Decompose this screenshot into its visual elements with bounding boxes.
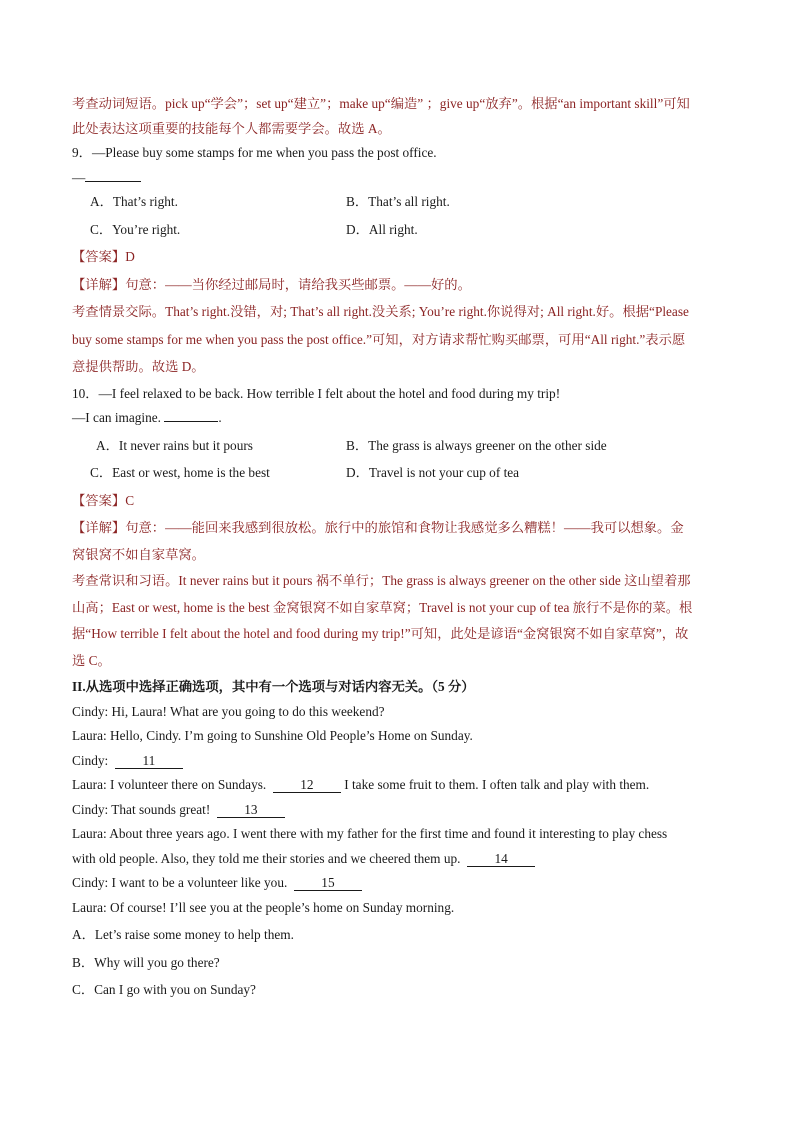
q10-option-c: C．East or west, home is the best [90, 465, 270, 480]
section2-heading: II.从选项中选择正确选项，其中有一个选项与对话内容无关。（5 分） [72, 679, 475, 694]
dialogue-line [72, 700, 724, 725]
q9-option-d: D．All right. [346, 221, 418, 237]
q10-detail-label: 【详解】 [72, 520, 126, 535]
q9-analysis-line1: 考查情景交际。That’s right.没错，对; That’s all right.没关系; You’re right.你说得对; All right.好。根据“Please [72, 304, 689, 319]
q10-option-a: A．It never rains but it pours [96, 437, 253, 453]
q9-option-a: A．That’s right. [90, 194, 178, 209]
q9-reply-prefix: — [72, 169, 86, 185]
dialogue-line [72, 896, 724, 921]
q10-analysis-line1: 考查常识和习语。It never rains but it pours 祸不单行；The grass is always greener on the other side 这山望着那 [72, 573, 691, 588]
q10-reply [72, 406, 724, 431]
q10-option-b: B．The grass is always greener on the other side [346, 437, 607, 453]
q10-reply-end: . [218, 410, 222, 425]
q10-analysis-line2: 山高；East or west, home is the best 金窝银窝不如自家草窝；Travel is not your cup of tea 旅行不是你的菜。根 [72, 599, 693, 615]
q9-options-row2 [72, 218, 724, 243]
choice-item: A．Let’s raise some money to help them. [72, 927, 294, 942]
q10-answer-blank [164, 407, 218, 422]
dialogue-line [72, 871, 724, 896]
q10-option-d: D．Travel is not your cup of tea [346, 465, 520, 480]
document-page [72, 92, 724, 1003]
q8-analysis-line1: 考查动词短语。pick up“学会”；set up“建立”；make up“编造” ；give up“放弃”。根据“an important skill”可知 [72, 96, 690, 111]
q10-analysis-line3: 据“How terrible I felt about the hotel and food during my trip!”可知，此处是谚语“金窝银窝不如自家草窝”，故 [72, 626, 689, 641]
dialogue-blank-11: 11 [115, 754, 183, 769]
choice-item: B．Why will you go there? [72, 954, 220, 970]
dialogue-text: Cindy: That sounds great! [72, 801, 211, 817]
q10-reply-text: —I can imagine. [72, 410, 161, 425]
q9-option-c: C．You’re right. [90, 221, 181, 237]
q10-answer-value: C [125, 492, 135, 508]
dialogue-blank-14: 14 [467, 852, 535, 867]
dialogue-blank-15: 15 [294, 876, 362, 891]
dialogue-text: Laura: About three years ago. I went there with my father for the first time and found it interesting to play chess [72, 826, 668, 841]
q10-detail-meaning2: 窝银窝不如自家草窝。 [72, 546, 205, 562]
dialogue-text: I take some fruit to them. I often talk and play with them. [340, 777, 650, 792]
dialogue [72, 700, 724, 921]
dialogue-line [72, 847, 724, 872]
q9-options-row1 [72, 190, 724, 215]
q9-answer [72, 245, 724, 270]
dialogue-line [72, 822, 724, 847]
q9-answer-label: 【答案】 [72, 249, 126, 264]
dialogue-text: Laura: I volunteer there on Sundays. [72, 777, 267, 792]
q9-analysis-line3: 意提供帮助。故选 D。 [72, 359, 205, 374]
dialogue-line [72, 724, 724, 749]
dialogue-text: with old people. Also, they told me their stories and we cheered them up. [72, 850, 461, 866]
dialogue-line [72, 773, 724, 798]
q9-answer-value: D [125, 249, 135, 264]
q9-answer-blank [85, 167, 141, 182]
q10-analysis-line4: 选 C。 [72, 652, 111, 668]
q9-detail-label: 【详解】 [72, 276, 126, 292]
q9-reply [72, 166, 724, 191]
choice-list [72, 923, 724, 1003]
q10-detail [72, 516, 724, 541]
dialogue-text: Cindy: [72, 752, 109, 768]
q10-answer-label: 【答案】 [72, 492, 126, 508]
dialogue-blank-13: 13 [217, 803, 285, 818]
q9-stem: 9．—Please buy some stamps for me when you pass the post office. [72, 145, 437, 160]
dialogue-text: Cindy: I want to be a volunteer like you. [72, 875, 288, 890]
q8-analysis-line2: 此处表达这项重要的技能每个人都需要学会。故选 A。 [72, 120, 391, 136]
q10-options-row1 [72, 434, 724, 459]
q10-stem: 10．—I feel relaxed to be back. How terrible I felt about the hotel and food during my trip! [72, 385, 561, 401]
q9-analysis-line2: buy some stamps for me when you pass the post office.”可知，对方请求帮忙购买邮票，可用“All right.”表示愿 [72, 331, 686, 347]
q9-detail-meaning: 句意：——当你经过邮局时，请给我买些邮票。——好的。 [125, 276, 471, 292]
q10-options-row2 [72, 461, 724, 486]
choice-item: C．Can I go with you on Sunday? [72, 982, 256, 997]
dialogue-blank-12: 12 [273, 778, 341, 793]
dialogue-text: Laura: Hello, Cindy. I’m going to Sunshine Old People’s Home on Sunday. [72, 728, 473, 743]
dialogue-text: Cindy: Hi, Laura! What are you going to do this weekend? [72, 703, 385, 719]
dialogue-line [72, 798, 724, 823]
q10-detail-meaning1: 句意：——能回来我感到很放松。旅行中的旅馆和食物让我感觉多么糟糕！——我可以想象。金 [125, 520, 684, 535]
dialogue-line [72, 749, 724, 774]
dialogue-text: Laura: Of course! I’ll see you at the people’s home on Sunday morning. [72, 899, 455, 915]
q9-option-b: B．That’s all right. [346, 194, 450, 209]
q10-answer [72, 489, 724, 514]
q9-detail [72, 273, 724, 298]
